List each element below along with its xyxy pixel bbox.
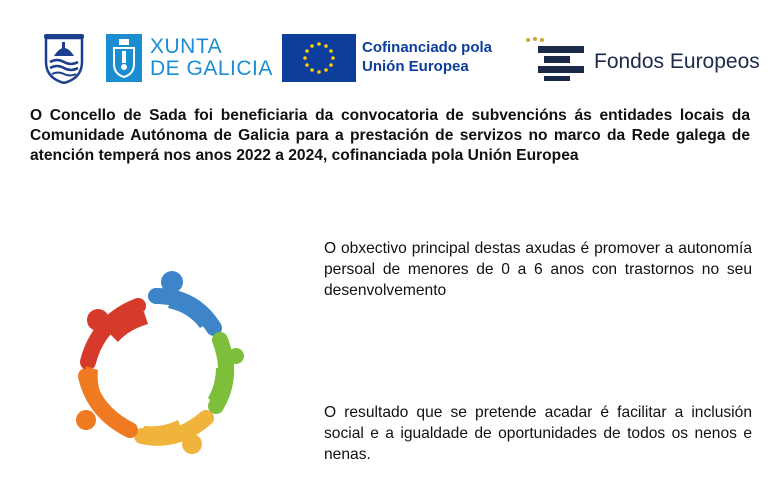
objective-paragraph: O obxectivo principal destas axudas é promover a autonomía persoal de menores de 0 a 6 anos con trastornos no seu desenvolvemento [324, 240, 752, 299]
sada-crest-icon [40, 32, 88, 84]
figure-green-head [228, 348, 244, 364]
figure-blue-head [161, 271, 183, 293]
figure-yellow-head [182, 434, 202, 454]
people-circle-icon [64, 266, 244, 462]
figure-red-head [87, 309, 109, 331]
figure-orange-head [76, 410, 96, 430]
fondos-europeos-icon [522, 34, 588, 82]
fondos-europeos-label: Fondos Europeos [594, 50, 760, 73]
headline: O Concello de Sada foi beneficiaria da convocatoria de subvencións ás entidades locais da Comunidade Autónoma de Galicia para a prestación de servizos no marco da Rede galega de atención temperá nos anos 2022 a 2024, cofinanciada pola Unión Europea [30, 107, 750, 164]
logo-banner [0, 28, 780, 88]
eu-flag-icon [282, 34, 356, 82]
result-paragraph: O resultado que se pretende acadar é facilitar a inclusión social e a igualdade de oportunidades de todos os nenos e nenas. [324, 404, 752, 463]
eu-label-line1: Cofinanciado pola [362, 39, 493, 56]
xunta-shield-icon [106, 34, 142, 82]
eu-cofinancing-label [362, 38, 492, 76]
eu-label-line2: Unión Europea [362, 58, 469, 75]
xunta-name-line2: DE GALICIA [150, 57, 273, 80]
xunta-name-line1: XUNTA [150, 35, 223, 58]
